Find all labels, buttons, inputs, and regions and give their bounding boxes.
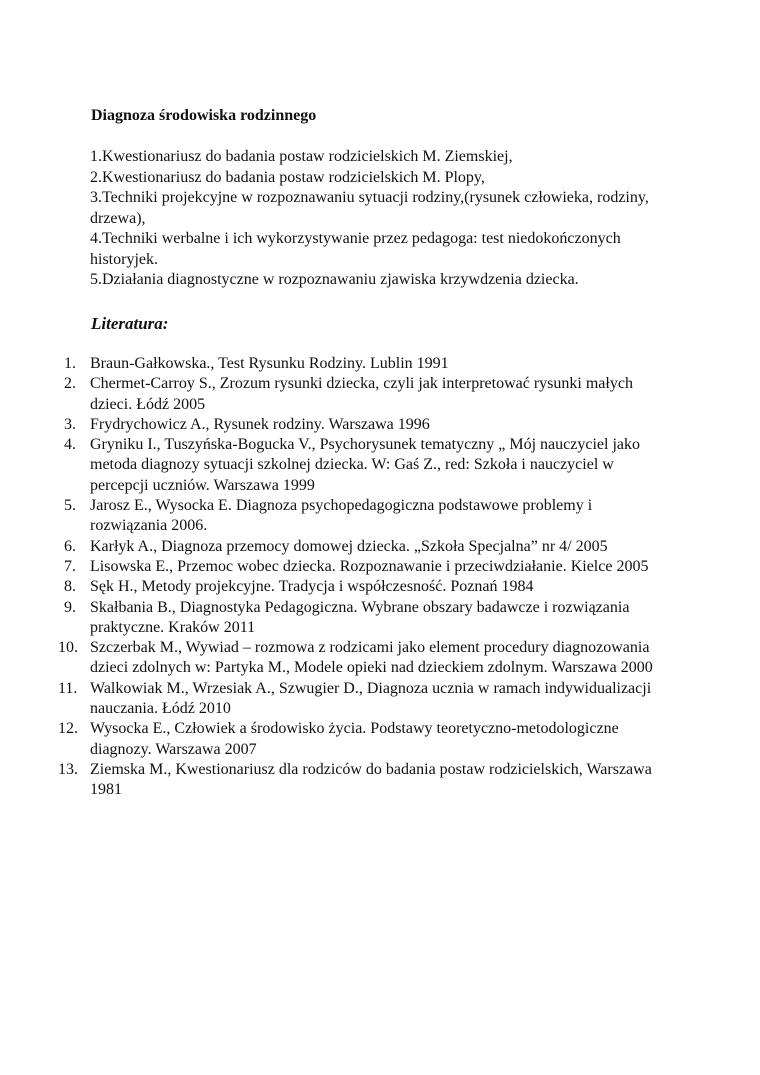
- item-number: 13.: [58, 760, 78, 778]
- item-number: 6.: [64, 537, 76, 555]
- literature-list: [0, 354, 760, 801]
- literature-item: [0, 374, 670, 415]
- topic-item: 5.Działania diagnostyczne w rozpoznawaniu zjawiska krzywdzenia dziecka.: [90, 271, 579, 288]
- item-number: 8.: [64, 578, 76, 596]
- literature-item: [0, 435, 670, 496]
- literature-item: [0, 557, 670, 577]
- literature-item: [0, 537, 670, 557]
- item-number: 11.: [58, 679, 78, 697]
- item-text: Walkowiak M., Wrzesiak A., Szwugier D., Diagnoza ucznia w ramach indywidualizacji nauczania. Łódź 2010: [90, 679, 652, 718]
- literature-item: [0, 719, 670, 760]
- item-text: Gryniku I., Tuszyńska-Bogucka V., Psychorysunek tematyczny „ Mój nauczyciel jako metoda diagnozy sytuacji szkolnej dziecka. W: Gaś Z., red: Szkoła i nauczyciel w percepcji uczniów. Warszawa 1999: [90, 436, 640, 494]
- item-number: 12.: [58, 720, 78, 738]
- item-number: 10.: [58, 639, 78, 657]
- topic-item: 4.Techniki werbalne i ich wykorzystywanie przez pedagoga: test niedokończonych historyjek.: [90, 230, 621, 268]
- topic-item: 3.Techniki projekcyjne w rozpoznawaniu sytuacji rodziny,(rysunek człowieka, rodziny, drzewa),: [90, 189, 649, 227]
- topic-item: 2.Kwestionariusz do badania postaw rodzicielskich M. Plopy,: [90, 168, 485, 186]
- item-number: 4.: [64, 436, 76, 454]
- item-text: Ziemska M., Kwestionariusz dla rodziców do badania postaw rodzicielskich, Warszawa 1981: [90, 760, 652, 799]
- literature-item: [0, 415, 670, 435]
- item-text: Frydrychowicz A., Rysunek rodziny. Warszawa 1996: [90, 415, 430, 433]
- literature-item: [0, 638, 670, 679]
- literature-heading: Literatura:: [91, 314, 169, 333]
- item-text: Lisowska E., Przemoc wobec dziecka. Rozpoznawanie i przeciwdziałanie. Kielce 2005: [90, 557, 649, 575]
- item-number: 1.: [64, 355, 76, 372]
- literature-item: [0, 496, 670, 537]
- item-number: 7.: [64, 557, 76, 575]
- item-number: 2.: [64, 375, 76, 393]
- document-title: Diagnoza środowiska rodzinnego: [91, 107, 317, 124]
- item-text: Jarosz E., Wysocka E. Diagnoza psychopedagogiczna podstawowe problemy i rozwiązania 2006.: [90, 497, 593, 535]
- topic-list: [90, 147, 670, 291]
- item-number: 3.: [64, 415, 76, 433]
- item-text: Chermet-Carroy S., Zrozum rysunki dziecka, czyli jak interpretować rysunki małych dzieci. Łódź 2005: [90, 375, 633, 413]
- item-number: 9.: [64, 598, 76, 616]
- item-number: 5.: [64, 497, 76, 515]
- topic-item: 1.Kwestionariusz do badania postaw rodzicielskich M. Ziemskiej,: [90, 148, 513, 165]
- item-text: Braun-Gałkowska., Test Rysunku Rodziny. Lublin 1991: [90, 355, 449, 372]
- item-text: Sęk H., Metody projekcyjne. Tradycja i współczesność. Poznań 1984: [90, 578, 534, 596]
- item-text: Karłyk A., Diagnoza przemocy domowej dziecka. „Szkoła Specjalna” nr 4/ 2005: [90, 537, 608, 555]
- item-text: Szczerbak M., Wywiad – rozmowa z rodzicami jako element procedury diagnozowania dzieci zdolnych w: Partyka M., Modele opieki nad dzieckiem zdolnym. Warszawa 2000: [90, 639, 653, 677]
- literature-item: [0, 679, 670, 720]
- literature-item: [0, 598, 670, 639]
- item-text: Wysocka E., Człowiek a środowisko życia. Podstawy teoretyczno-metodologiczne diagnozy. Warszawa 2007: [90, 720, 619, 758]
- item-text: Skałbania B., Diagnostyka Pedagogiczna. Wybrane obszary badawcze i rozwiązania praktyczne. Kraków 2011: [90, 598, 630, 636]
- literature-item: [0, 354, 670, 374]
- literature-item: [0, 760, 670, 801]
- literature-item: [0, 577, 670, 597]
